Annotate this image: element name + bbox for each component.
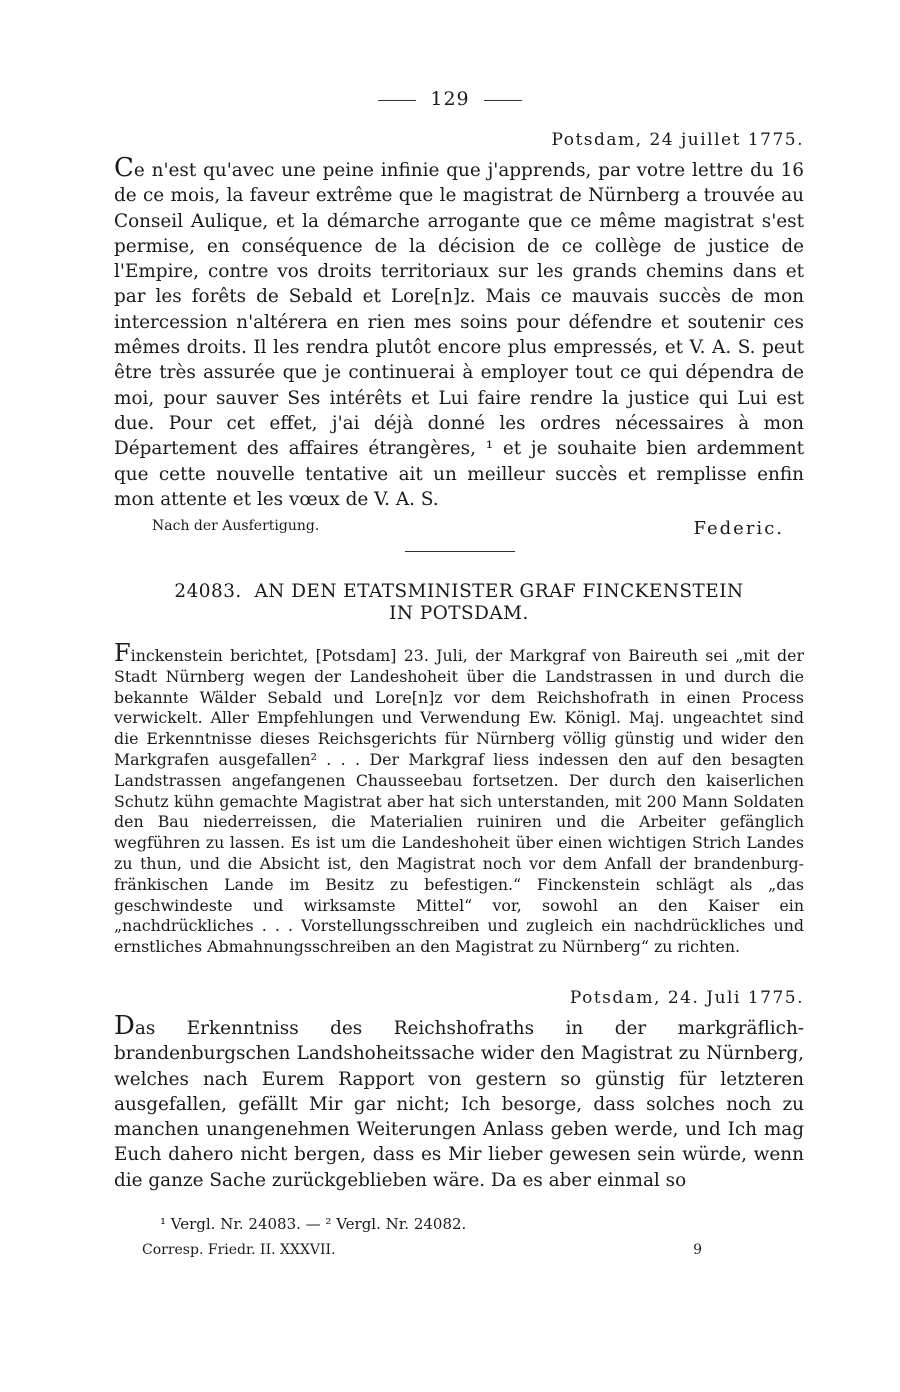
page-number-dash-right: [484, 100, 522, 101]
letter1-date: Potsdam, 24 juillet 1775.: [551, 130, 804, 150]
page-number-dash-left: [378, 100, 416, 101]
summary-text: inckenstein berichtet, [Potsdam] 23. Juli, der Markgraf von Baireuth sei „mit der Stadt Nürnberg wegen der Landeshoheit über die Landstrassen in und durch die bekannte Wälder Sebald und Lore[n]z vor dem Reichshofrath in einen Process verwickelt. Aller Empfehlungen und Verwendung Ew. Königl. Maj. ungeachtet sind die Erkenntnisse dieses Reichsgerichts für Nürnberg völlig günstig und wider den Markgrafen ausgefallen² . . . Der Markgraf liess indessen den auf den besagten Landstrassen angefangenen Chausseebau fortsetzen. Der durch den kaiserlichen Schutz kühn gemachte Magistrat aber hat sich unterstanden, mit 200 Mann Soldaten den Bau niederreissen, die Materialien ruiniren und die Arbeiter gefänglich wegführen zu lassen. Es ist um die Landeshoheit über einen wichtigen Strich Landes zu thun, und die Absicht ist, den Magistrat noch vor dem Anfall der brandenburg-fränkischen Lande im Besitz zu befestigen.“ Finckenstein schlägt als „das geschwindeste und wirksamste Mittel“ vor, sowohl an den Kaiser ein „nachdrückliches . . . Vorstellungsschreiben und zugleich ein nachdrückliches und ernstliches Abmahnungsschreiben an den Magistrat zu Nürnberg“ zu richten.: [114, 646, 804, 957]
letter2-text: as Erkenntniss des Reichshofraths in der markgräflich-brandenburgschen Landshoheitssache wider den Magistrat zu Nürnberg, welches nach Eurem Rapport von gestern so günstig für letzteren ausgefallen, gefällt Mir gar nicht; Ich besorge, dass solches noch zu manchen unangenehmen Weiterungen Anlass geben werde, und Ich mag Euch dahero nicht bergen, dass es Mir lieber gewesen sein würde, wenn die ganze Sache zurückgeblieben wäre. Da es aber einmal so: [114, 1018, 804, 1191]
footer-volume: Corresp. Friedr. II. XXXVII.: [142, 1242, 336, 1258]
letter2-initial: D: [114, 1011, 135, 1041]
section-number: 24083.: [174, 581, 242, 602]
section-heading-line1: [114, 581, 804, 603]
summary-initial: F: [114, 639, 131, 667]
letter1-text: e n'est qu'avec une peine infinie que j'apprends, par votre lettre du 16 de ce mois, la faveur extrême que le magistrat de Nürnberg a trouvée au Conseil Aulique, et la démarche arrogante que ce même magistrat s'est permise, en conséquence de la décision de ce collège de justice de l'Empire, contre vos droits territoriaux sur les grands chemins dans et par les forêts de Sebald et Lore[n]z. Mais ce mauvais succès de mon intercession n'altérera en rien mes soins pour défendre et soutenir ces mêmes droits. Il les rendra plutôt encore plus empressés, et V. A. S. peut être très assurée que je continuerai à employer tout ce qui dépendra de moi, pour sauver Ses intérêts et Lui faire rendre la justice qui Lui est due. Pour cet effet, j'ai déjà donné les ordres nécessaires à mon Département des affaires étrangères, ¹ et je souhaite bien ardemment que cette nouvelle tentative ait un meilleur succès et remplisse enfin mon attente et les vœux de V. A. S.: [114, 160, 804, 510]
section-title-line2: IN POTSDAM.: [389, 603, 529, 624]
page-number: 129: [430, 88, 470, 110]
footnotes: ¹ Vergl. Nr. 24083. — ² Vergl. Nr. 24082.: [160, 1215, 467, 1233]
summary-paragraph: [114, 639, 804, 958]
letter1-signature: Federic.: [693, 518, 784, 539]
section-heading: [114, 581, 804, 625]
letter1-signature-line: [114, 518, 804, 539]
letter1-source: Nach der Ausfertigung.: [152, 518, 320, 534]
letter2-date: Potsdam, 24. Juli 1775.: [569, 988, 804, 1008]
section-title-line1: AN DEN ETATSMINISTER GRAF FINCKENSTEIN: [254, 581, 744, 602]
letter2-body: [114, 1011, 804, 1193]
letter1-body: [114, 153, 804, 512]
letter1-initial: C: [114, 153, 134, 183]
section-separator: [405, 551, 515, 552]
page-footer: [142, 1242, 702, 1258]
page-number-line: [0, 88, 900, 110]
footer-signature-mark: 9: [693, 1242, 702, 1258]
